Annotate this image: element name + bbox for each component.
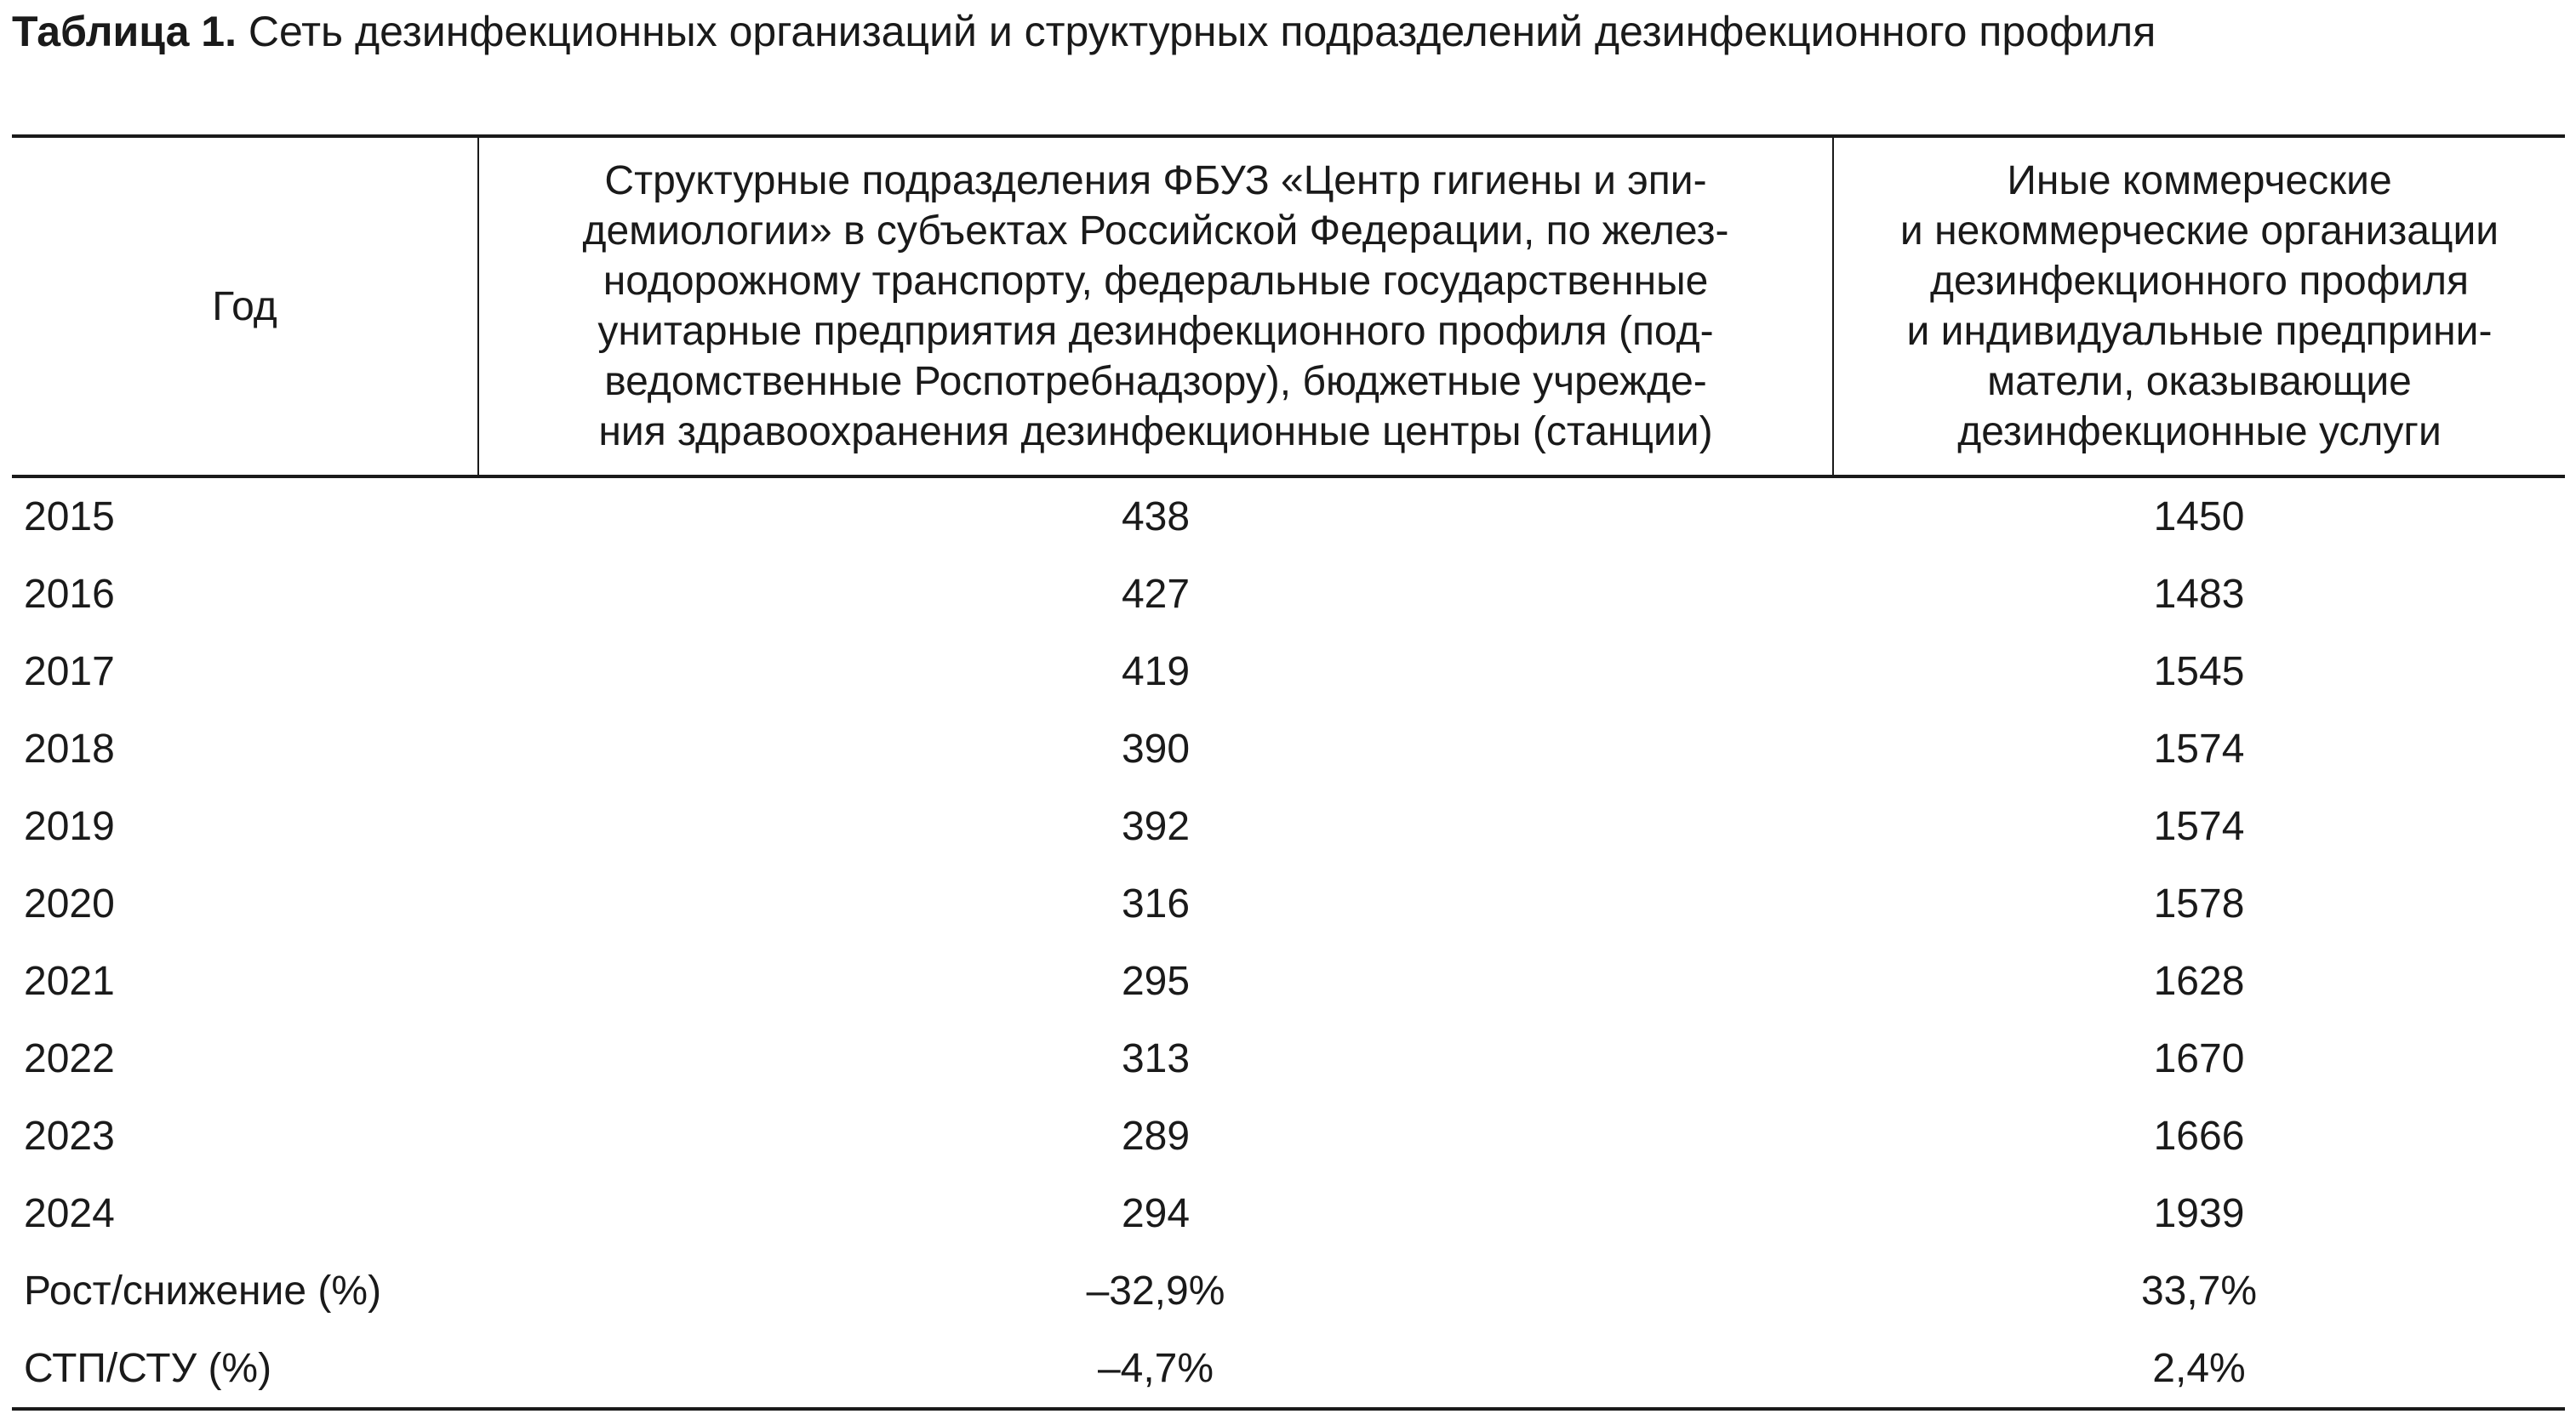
- cell-year: 2016: [24, 572, 115, 617]
- cell-fbuz: 313: [1121, 1036, 1191, 1081]
- header-fbuz-line: ведомственные Роспотребнадзору), бюджетные учрежде-: [604, 359, 1707, 404]
- cell-year: 2019: [24, 804, 115, 849]
- cell-fbuz: 438: [1121, 494, 1191, 539]
- cell-other: 1578: [2153, 881, 2245, 927]
- table-row: [12, 1098, 2565, 1175]
- table-row-growth: [12, 1252, 2565, 1330]
- cell-other: 2,4%: [2152, 1346, 2246, 1391]
- header-fbuz-line: ния здравоохранения дезинфекционные центры (станции): [598, 409, 1713, 454]
- header-fbuz-line: нодорожному транспорту, федеральные государственные: [603, 259, 1709, 304]
- header-year: Год: [12, 136, 478, 476]
- table-header: [12, 136, 2565, 476]
- header-other-line: матели, оказывающие: [1987, 359, 2412, 404]
- header-other-line: и индивидуальные предприни-: [1906, 309, 2493, 354]
- table-caption-label: Таблица 1.: [12, 8, 237, 55]
- cell-year: 2018: [24, 727, 115, 772]
- cell-fbuz: –4,7%: [1097, 1346, 1214, 1391]
- table-row: [12, 1020, 2565, 1098]
- table-row: [12, 943, 2565, 1020]
- cell-label-growth: Рост/снижение (%): [24, 1269, 382, 1314]
- cell-other: 1483: [2153, 572, 2245, 617]
- header-other-organizations: [1833, 136, 2565, 476]
- cell-year: 2020: [24, 881, 115, 927]
- cell-year: 2017: [24, 649, 115, 694]
- header-fbuz-line: Структурные подразделения ФБУЗ «Центр гигиены и эпи-: [604, 158, 1707, 203]
- table-row-stp: [12, 1330, 2565, 1409]
- cell-fbuz: 427: [1121, 572, 1191, 617]
- cell-fbuz: 316: [1121, 881, 1191, 927]
- cell-other: 33,7%: [2140, 1269, 2258, 1314]
- cell-fbuz: 294: [1121, 1191, 1191, 1236]
- header-fbuz-line: демиологии» в субъектах Российской Федерации, по желез-: [582, 208, 1729, 254]
- header-other-line: и некоммерческие организации: [1899, 208, 2499, 254]
- cell-other: 1545: [2153, 649, 2245, 694]
- cell-label-stp: СТП/СТУ (%): [24, 1346, 272, 1391]
- header-other-line: Иные коммерческие: [2007, 158, 2392, 203]
- table-row: [12, 556, 2565, 633]
- cell-year: 2021: [24, 959, 115, 1004]
- table-row: [12, 710, 2565, 788]
- table-caption: [12, 5, 2556, 58]
- table-row: [12, 865, 2565, 943]
- table-row: [12, 476, 2565, 556]
- cell-year: 2024: [24, 1191, 115, 1236]
- cell-fbuz: 289: [1121, 1114, 1191, 1159]
- cell-other: 1670: [2153, 1036, 2245, 1081]
- cell-other: 1450: [2153, 494, 2245, 539]
- cell-other: 1939: [2153, 1191, 2245, 1236]
- cell-fbuz: –32,9%: [1086, 1269, 1225, 1314]
- header-other-line: дезинфекционные услуги: [1957, 409, 2442, 454]
- data-table: [12, 134, 2565, 1411]
- table-row: [12, 1175, 2565, 1252]
- table-body: [12, 476, 2565, 1409]
- cell-other: 1628: [2153, 959, 2245, 1004]
- cell-fbuz: 390: [1121, 727, 1191, 772]
- table-caption-text: Сеть дезинфекционных организаций и структурных подразделений дезинфекционного профиля: [237, 8, 2156, 55]
- cell-other: 1574: [2153, 727, 2245, 772]
- header-other-line: дезинфекционного профиля: [1929, 259, 2470, 304]
- header-fbuz-line: унитарные предприятия дезинфекционного профиля (под-: [597, 309, 1714, 354]
- cell-fbuz: 392: [1121, 804, 1191, 849]
- table-row: [12, 788, 2565, 865]
- header-fbuz-units: [478, 136, 1833, 476]
- cell-other: 1574: [2153, 804, 2245, 849]
- cell-year: 2022: [24, 1036, 115, 1081]
- table-container: [12, 134, 2565, 1411]
- cell-fbuz: 295: [1121, 959, 1191, 1004]
- cell-fbuz: 419: [1121, 649, 1191, 694]
- cell-other: 1666: [2153, 1114, 2245, 1159]
- header-row: [12, 136, 2565, 476]
- table-row: [12, 633, 2565, 710]
- cell-year: 2015: [24, 494, 115, 539]
- cell-year: 2023: [24, 1114, 115, 1159]
